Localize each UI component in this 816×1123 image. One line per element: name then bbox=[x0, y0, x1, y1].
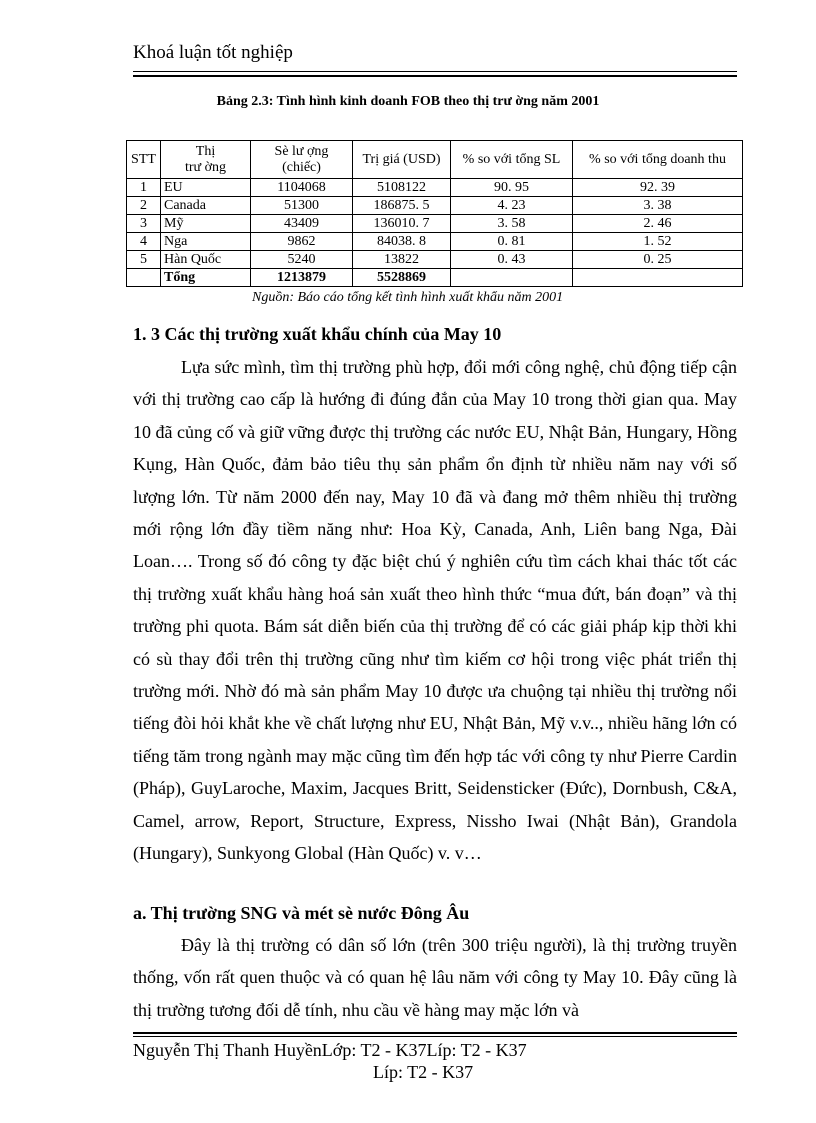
subsection-heading: a. Thị trường SNG và mét sè nước Đông Âu bbox=[133, 903, 470, 923]
cell-quantity: 1104068 bbox=[251, 179, 353, 197]
cell-value: 186875. 5 bbox=[353, 197, 451, 215]
table-source: Nguồn: Báo cáo tổng kết tình hình xuất khẩu năm 2001 bbox=[252, 290, 564, 305]
cell-total-pct-quantity bbox=[451, 269, 573, 287]
cell-total-value: 5528869 bbox=[353, 269, 451, 287]
header-rule-bottom bbox=[133, 75, 737, 77]
cell-stt: 4 bbox=[127, 233, 161, 251]
header-quantity-line1: Sè lư ợng bbox=[274, 143, 329, 159]
cell-stt: 2 bbox=[127, 197, 161, 215]
cell-stt: 1 bbox=[127, 179, 161, 197]
cell-total-quantity: 1213879 bbox=[251, 269, 353, 287]
cell-value: 13822 bbox=[353, 251, 451, 269]
cell-total-pct-revenue bbox=[573, 269, 743, 287]
cell-market: Canada bbox=[161, 197, 251, 215]
header-pct-quantity: % so với tổng SL bbox=[451, 141, 573, 179]
table-header-row bbox=[127, 141, 743, 179]
cell-value: 136010. 7 bbox=[353, 215, 451, 233]
cell-stt: 3 bbox=[127, 215, 161, 233]
cell-total-label: Tổng bbox=[161, 269, 251, 287]
table-row bbox=[127, 233, 743, 251]
cell-pct-quantity: 90. 95 bbox=[451, 179, 573, 197]
footer-author: Nguyễn Thị Thanh HuyềnLớp: T2 - K37Líp: T2 - K37 bbox=[133, 1040, 527, 1060]
footer-rule-top bbox=[133, 1032, 737, 1034]
cell-pct-quantity: 0. 81 bbox=[451, 233, 573, 251]
cell-pct-quantity: 0. 43 bbox=[451, 251, 573, 269]
header-pct-revenue: % so với tổng doanh thu bbox=[573, 141, 743, 179]
header-rule-top bbox=[133, 71, 737, 72]
cell-pct-revenue: 2. 46 bbox=[573, 215, 743, 233]
cell-quantity: 51300 bbox=[251, 197, 353, 215]
header-stt: STT bbox=[127, 141, 161, 179]
header-value: Trị giá (USD) bbox=[353, 141, 451, 179]
section-heading: 1. 3 Các thị trường xuất khẩu chính của May 10 bbox=[133, 324, 502, 344]
cell-pct-quantity: 4. 23 bbox=[451, 197, 573, 215]
cell-stt-empty bbox=[127, 269, 161, 287]
cell-stt: 5 bbox=[127, 251, 161, 269]
table-row bbox=[127, 179, 743, 197]
table-row bbox=[127, 215, 743, 233]
footer-class: Líp: T2 - K37 bbox=[373, 1062, 474, 1082]
table-row bbox=[127, 197, 743, 215]
header-quantity bbox=[251, 141, 353, 179]
cell-pct-quantity: 3. 58 bbox=[451, 215, 573, 233]
cell-quantity: 43409 bbox=[251, 215, 353, 233]
header-market-line1: Thị bbox=[195, 143, 216, 159]
cell-quantity: 5240 bbox=[251, 251, 353, 269]
header-market bbox=[161, 141, 251, 179]
cell-pct-revenue: 1. 52 bbox=[573, 233, 743, 251]
table-caption: Bảng 2.3: Tình hình kinh doanh FOB theo thị trư ờng năm 2001 bbox=[216, 94, 600, 109]
subsection-body bbox=[133, 929, 737, 1026]
header-quantity-line2: (chiếc) bbox=[282, 159, 321, 175]
subsection-paragraph: Đây là thị trường có dân số lớn (trên 300 triệu người), là thị trường truyền thống, vốn rất quen thuộc và có quan hệ lâu năm với công ty May 10. Đây cũng là thị trường tương đối dễ tính, nhu cầu về hàng may mặc lớn và bbox=[133, 935, 737, 1020]
fob-table bbox=[126, 140, 743, 287]
cell-value: 84038. 8 bbox=[353, 233, 451, 251]
table-row bbox=[127, 251, 743, 269]
cell-value: 5108122 bbox=[353, 179, 451, 197]
section-body bbox=[133, 351, 737, 870]
header-title: Khoá luận tốt nghiệp bbox=[133, 42, 293, 63]
cell-pct-revenue: 0. 25 bbox=[573, 251, 743, 269]
table-total-row bbox=[127, 269, 743, 287]
cell-pct-revenue: 92. 39 bbox=[573, 179, 743, 197]
section-paragraph: Lựa sức mình, tìm thị trường phù hợp, đổi mới công nghệ, chủ động tiếp cận với thị trường cao cấp là hướng đi đúng đắn của May 10 trong thời gian qua. May 10 đã củng cố và giữ vững được thị trường các nước EU, Nhật Bản, Hungary, Hồng Kụng, Hàn Quốc, đảm bảo tiêu thụ sản phẩm ổn định từ nhiều năm nay với số lượng lớn. Từ năm 2000 đến nay, May 10 đã và đang mở thêm nhiều thị trường mới rộng lớn đầy tiềm năng như: Hoa Kỳ, Canada, Anh, Liên bang Nga, Đài Loan…. Trong số đó công ty đặc biệt chú ý nghiên cứu tìm cách khai thác tốt các thị trường xuất khẩu hàng hoá sản xuất theo hình thức “mua đứt, bán đoạn” và thị trường phi quota. Bám sát diễn biến của thị trường để có các giải pháp kịp thời khi có sù thay đổi trên thị trường cũng như tìm kiếm cơ hội trong việc phát triển thị trường mới. Nhờ đó mà sản phẩm May 10 được ưa chuộng tại nhiều thị trường nổi tiếng đòi hỏi khắt khe về chất lượng như EU, Nhật Bản, Mỹ v.v.., nhiều hãng lớn có tiếng tăm trong ngành may mặc cũng tìm đến hợp tác với công ty như Pierre Cardin (Pháp), GuyLaroche, Maxim, Jacques Britt, Seidensticker (Đức), Dornbush, C&A, Camel, arrow, Report, Structure, Express, Nissho Iwai (Nhật Bản), Grandola (Hungary), Sunkyong Global (Hàn Quốc) v. v… bbox=[133, 357, 737, 864]
cell-market: EU bbox=[161, 179, 251, 197]
cell-market: Hàn Quốc bbox=[161, 251, 251, 269]
footer-rule-bottom bbox=[133, 1036, 737, 1037]
cell-pct-revenue: 3. 38 bbox=[573, 197, 743, 215]
cell-market: Mỹ bbox=[161, 215, 251, 233]
cell-market: Nga bbox=[161, 233, 251, 251]
header-market-line2: trư ờng bbox=[184, 159, 227, 175]
cell-quantity: 9862 bbox=[251, 233, 353, 251]
